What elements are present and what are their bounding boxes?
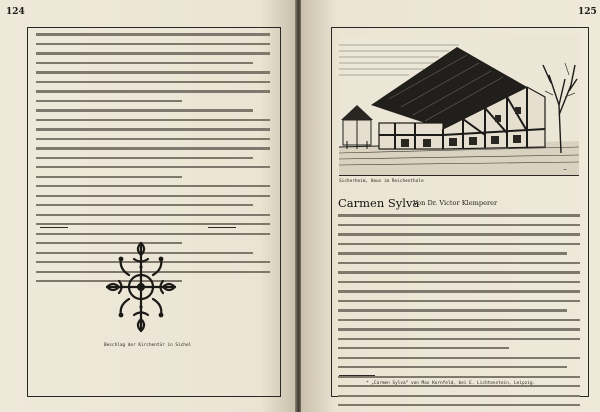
right-page-number: 125 xyxy=(578,7,597,17)
body-text-line xyxy=(338,224,582,231)
half-timbered-house-illustration xyxy=(339,35,579,175)
body-text-line xyxy=(36,52,272,59)
body-text-line xyxy=(36,204,272,211)
body-text-line xyxy=(36,176,272,183)
body-text-line xyxy=(36,138,272,145)
body-text-line xyxy=(36,90,272,97)
footnote-rule xyxy=(339,375,375,376)
section-rule-right xyxy=(208,227,236,228)
body-text-line xyxy=(338,347,582,354)
iron-fitting-ornament xyxy=(101,237,181,337)
body-text-line xyxy=(338,243,582,250)
body-text-line xyxy=(36,109,272,116)
body-text-line xyxy=(36,214,272,221)
body-text-line xyxy=(338,214,582,221)
body-text-line xyxy=(36,128,272,135)
body-text-line xyxy=(36,195,272,202)
body-text-line xyxy=(338,395,582,402)
body-text-line xyxy=(338,262,582,269)
body-text-line xyxy=(338,338,582,345)
body-text-line xyxy=(36,223,272,230)
body-text-line xyxy=(338,385,582,392)
body-text-line xyxy=(338,404,582,411)
body-text-line xyxy=(338,271,582,278)
body-text-line xyxy=(36,81,272,88)
body-text-line xyxy=(338,357,582,364)
body-text-line xyxy=(36,157,272,164)
body-text-line xyxy=(338,319,582,326)
body-text-line xyxy=(36,62,272,69)
left-page-number: 124 xyxy=(6,7,25,17)
body-text-line xyxy=(36,33,272,40)
body-text-line xyxy=(338,281,582,288)
illustration-caption: Sicherheim, Haus im Reichenthale xyxy=(339,179,424,184)
body-text-line xyxy=(338,300,582,307)
article-byline: Von Dr. Victor Klemperer xyxy=(413,199,498,207)
left-page xyxy=(0,0,296,412)
svg-text:~: ~ xyxy=(563,167,568,173)
body-text-line xyxy=(338,233,582,240)
footnote: * „Carmen Sylva“ von Max Kornfeld, bei E. Lichtenstein, Leipzig. xyxy=(366,381,536,386)
body-text-line xyxy=(338,252,582,259)
body-text-line xyxy=(36,185,272,192)
body-text-line xyxy=(36,119,272,126)
body-text-line xyxy=(338,366,582,373)
body-text-line xyxy=(36,71,272,78)
body-text-line xyxy=(36,43,272,50)
body-text-line xyxy=(36,147,272,154)
illustration-bottom-rule xyxy=(339,175,579,176)
body-text-line xyxy=(338,290,582,297)
section-rule-left xyxy=(40,227,68,228)
body-text-line xyxy=(338,328,582,335)
right-page xyxy=(301,0,600,412)
body-text-line xyxy=(36,100,272,107)
body-text-line xyxy=(36,166,272,173)
article-title: Carmen Sylva xyxy=(338,196,420,210)
ornament-caption: Beschlag der Kirchentür in Sichel xyxy=(104,343,192,348)
body-text-line xyxy=(338,309,582,316)
